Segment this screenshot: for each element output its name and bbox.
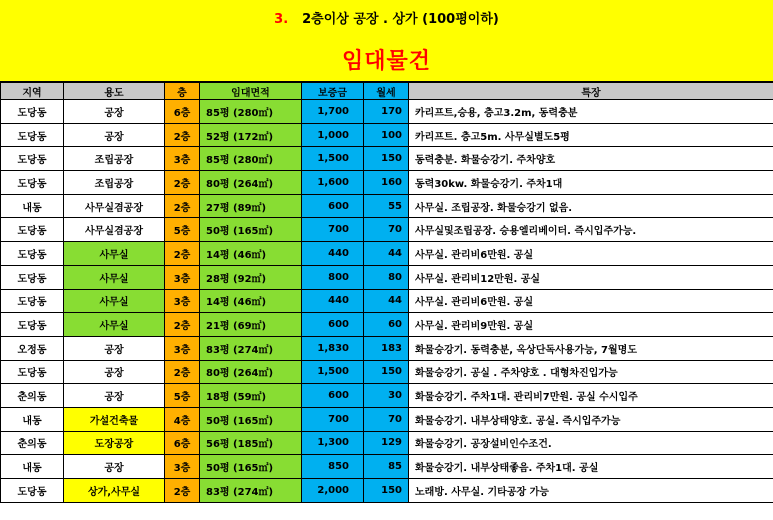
cell-use: 사무실겸공장 [64, 218, 165, 242]
cell-area: 80평 (264㎡) [200, 171, 302, 195]
cell-area: 50평 (165㎡) [200, 218, 302, 242]
table-row [1, 147, 773, 171]
cell-rent: 60 [364, 313, 409, 337]
cell-rent: 30 [364, 384, 409, 408]
table-row [1, 431, 773, 455]
cell-area: 56평 (185㎡) [200, 431, 302, 455]
cell-region: 춘의동 [1, 431, 64, 455]
cell-floor: 4층 [165, 407, 200, 431]
cell-area: 85평 (280㎡) [200, 147, 302, 171]
cell-feature: 노래방. 사무실. 기타공장 가능 [409, 479, 773, 503]
table-row [1, 100, 773, 124]
cell-area: 85평 (280㎡) [200, 100, 302, 124]
cell-use: 조립공장 [64, 147, 165, 171]
cell-floor: 3층 [165, 147, 200, 171]
table-row [1, 194, 773, 218]
cell-use: 사무실겸공장 [64, 194, 165, 218]
cell-deposit: 440 [302, 289, 364, 313]
column-header-use: 용도 [64, 83, 165, 100]
table-row [1, 455, 773, 479]
table-row [1, 313, 773, 337]
column-header-deposit: 보증금 [302, 83, 364, 100]
cell-floor: 2층 [165, 479, 200, 503]
cell-deposit: 2,000 [302, 479, 364, 503]
column-header-region: 지역 [1, 83, 64, 100]
cell-feature: 화물승강기. 동력충분, 옥상단독사용가능, 7월명도 [409, 336, 773, 360]
cell-use: 공장 [64, 384, 165, 408]
cell-feature: 사무실및조립공장. 승용엘리베이터. 즉시입주가능. [409, 218, 773, 242]
cell-area: 50평 (165㎡) [200, 407, 302, 431]
table-row [1, 479, 773, 503]
listing-table [0, 82, 773, 503]
cell-rent: 55 [364, 194, 409, 218]
table-row [1, 265, 773, 289]
cell-feature: 사무실. 관리비6만원. 공실 [409, 289, 773, 313]
cell-region: 도당동 [1, 479, 64, 503]
cell-area: 14평 (46㎡) [200, 289, 302, 313]
cell-use: 공장 [64, 336, 165, 360]
cell-rent: 70 [364, 218, 409, 242]
cell-floor: 2층 [165, 242, 200, 266]
cell-deposit: 1,830 [302, 336, 364, 360]
cell-rent: 129 [364, 431, 409, 455]
cell-area: 83평 (274㎡) [200, 336, 302, 360]
cell-deposit: 700 [302, 218, 364, 242]
column-header-area: 임대면적 [200, 83, 302, 100]
cell-deposit: 600 [302, 313, 364, 337]
cell-region: 내동 [1, 407, 64, 431]
cell-floor: 6층 [165, 431, 200, 455]
cell-feature: 사무실. 관리비6만원. 공실 [409, 242, 773, 266]
cell-use: 사무실 [64, 289, 165, 313]
cell-floor: 2층 [165, 313, 200, 337]
cell-feature: 사무실. 관리비12만원. 공실 [409, 265, 773, 289]
table-row [1, 336, 773, 360]
cell-region: 도당동 [1, 218, 64, 242]
cell-area: 27평 (89㎡) [200, 194, 302, 218]
cell-rent: 160 [364, 171, 409, 195]
cell-rent: 150 [364, 147, 409, 171]
section-number: 3. [274, 12, 289, 27]
cell-floor: 5층 [165, 384, 200, 408]
table-row [1, 242, 773, 266]
cell-use: 상가,사무실 [64, 479, 165, 503]
cell-feature: 화물승강기. 공실 . 주차양호 . 대형차진입가능 [409, 360, 773, 384]
cell-deposit: 440 [302, 242, 364, 266]
cell-floor: 3층 [165, 455, 200, 479]
cell-floor: 6층 [165, 100, 200, 124]
section-title [0, 8, 773, 27]
cell-deposit: 850 [302, 455, 364, 479]
cell-floor: 3층 [165, 336, 200, 360]
cell-deposit: 1,500 [302, 147, 364, 171]
cell-rent: 150 [364, 479, 409, 503]
section-title-text: 2층이상 공장 . 상가 (100평이하) [302, 12, 499, 27]
cell-rent: 150 [364, 360, 409, 384]
cell-region: 도당동 [1, 360, 64, 384]
cell-rent: 85 [364, 455, 409, 479]
table-row [1, 123, 773, 147]
cell-area: 18평 (59㎡) [200, 384, 302, 408]
cell-use: 가설건축물 [64, 407, 165, 431]
cell-area: 14평 (46㎡) [200, 242, 302, 266]
cell-region: 도당동 [1, 289, 64, 313]
table-row [1, 407, 773, 431]
cell-use: 사무실 [64, 265, 165, 289]
cell-rent: 80 [364, 265, 409, 289]
cell-deposit: 1,500 [302, 360, 364, 384]
sheet-header [0, 0, 773, 82]
cell-deposit: 600 [302, 194, 364, 218]
cell-region: 도당동 [1, 265, 64, 289]
page-subtitle: 임대물건 [341, 49, 431, 74]
cell-feature: 카리프트,승용, 층고3.2m, 동력충분 [409, 100, 773, 124]
column-header-floor: 층 [165, 83, 200, 100]
cell-area: 80평 (264㎡) [200, 360, 302, 384]
cell-use: 공장 [64, 455, 165, 479]
cell-deposit: 1,000 [302, 123, 364, 147]
cell-rent: 44 [364, 242, 409, 266]
cell-region: 도당동 [1, 147, 64, 171]
cell-region: 도당동 [1, 313, 64, 337]
cell-region: 도당동 [1, 171, 64, 195]
cell-feature: 동력충분. 화물승강기. 주차양호 [409, 147, 773, 171]
cell-area: 21평 (69㎡) [200, 313, 302, 337]
cell-deposit: 700 [302, 407, 364, 431]
cell-deposit: 800 [302, 265, 364, 289]
cell-rent: 183 [364, 336, 409, 360]
cell-floor: 3층 [165, 289, 200, 313]
table-row [1, 289, 773, 313]
cell-area: 52평 (172㎡) [200, 123, 302, 147]
cell-use: 공장 [64, 123, 165, 147]
cell-area: 50평 (165㎡) [200, 455, 302, 479]
cell-area: 28평 (92㎡) [200, 265, 302, 289]
cell-floor: 2층 [165, 360, 200, 384]
cell-region: 도당동 [1, 242, 64, 266]
cell-floor: 5층 [165, 218, 200, 242]
cell-floor: 3층 [165, 265, 200, 289]
table-row [1, 360, 773, 384]
cell-region: 도당동 [1, 100, 64, 124]
cell-use: 공장 [64, 100, 165, 124]
cell-rent: 44 [364, 289, 409, 313]
cell-use: 도장공장 [64, 431, 165, 455]
cell-rent: 170 [364, 100, 409, 124]
table-body [1, 100, 773, 503]
cell-feature: 동력30kw. 화물승강기. 주차1대 [409, 171, 773, 195]
cell-region: 내동 [1, 194, 64, 218]
cell-use: 조립공장 [64, 171, 165, 195]
cell-deposit: 1,700 [302, 100, 364, 124]
cell-rent: 70 [364, 407, 409, 431]
column-header-feature: 특장 [409, 83, 773, 100]
cell-feature: 카리프트. 층고5m. 사무실별도5평 [409, 123, 773, 147]
cell-region: 내동 [1, 455, 64, 479]
cell-feature: 사무실. 관리비9만원. 공실 [409, 313, 773, 337]
column-header-rent: 월세 [364, 83, 409, 100]
cell-feature: 화물승강기. 공장설비인수조건. [409, 431, 773, 455]
cell-floor: 2층 [165, 171, 200, 195]
cell-use: 사무실 [64, 242, 165, 266]
table-header-row [1, 83, 773, 100]
cell-rent: 100 [364, 123, 409, 147]
cell-feature: 화물승강기. 내부상태양호. 공실. 즉시입주가능 [409, 407, 773, 431]
cell-deposit: 600 [302, 384, 364, 408]
cell-feature: 화물승강기. 주차1대. 관리비7만원. 공실 수시입주 [409, 384, 773, 408]
cell-feature: 화물승강기. 내부상태좋음. 주차1대. 공실 [409, 455, 773, 479]
cell-deposit: 1,600 [302, 171, 364, 195]
cell-use: 공장 [64, 360, 165, 384]
cell-deposit: 1,300 [302, 431, 364, 455]
cell-floor: 2층 [165, 194, 200, 218]
table-row [1, 384, 773, 408]
table-row [1, 171, 773, 195]
table-row [1, 218, 773, 242]
cell-area: 83평 (274㎡) [200, 479, 302, 503]
cell-use: 사무실 [64, 313, 165, 337]
cell-region: 춘의동 [1, 384, 64, 408]
cell-region: 오정동 [1, 336, 64, 360]
cell-region: 도당동 [1, 123, 64, 147]
cell-floor: 2층 [165, 123, 200, 147]
cell-feature: 사무실. 조립공장. 화물승강기 없음. [409, 194, 773, 218]
